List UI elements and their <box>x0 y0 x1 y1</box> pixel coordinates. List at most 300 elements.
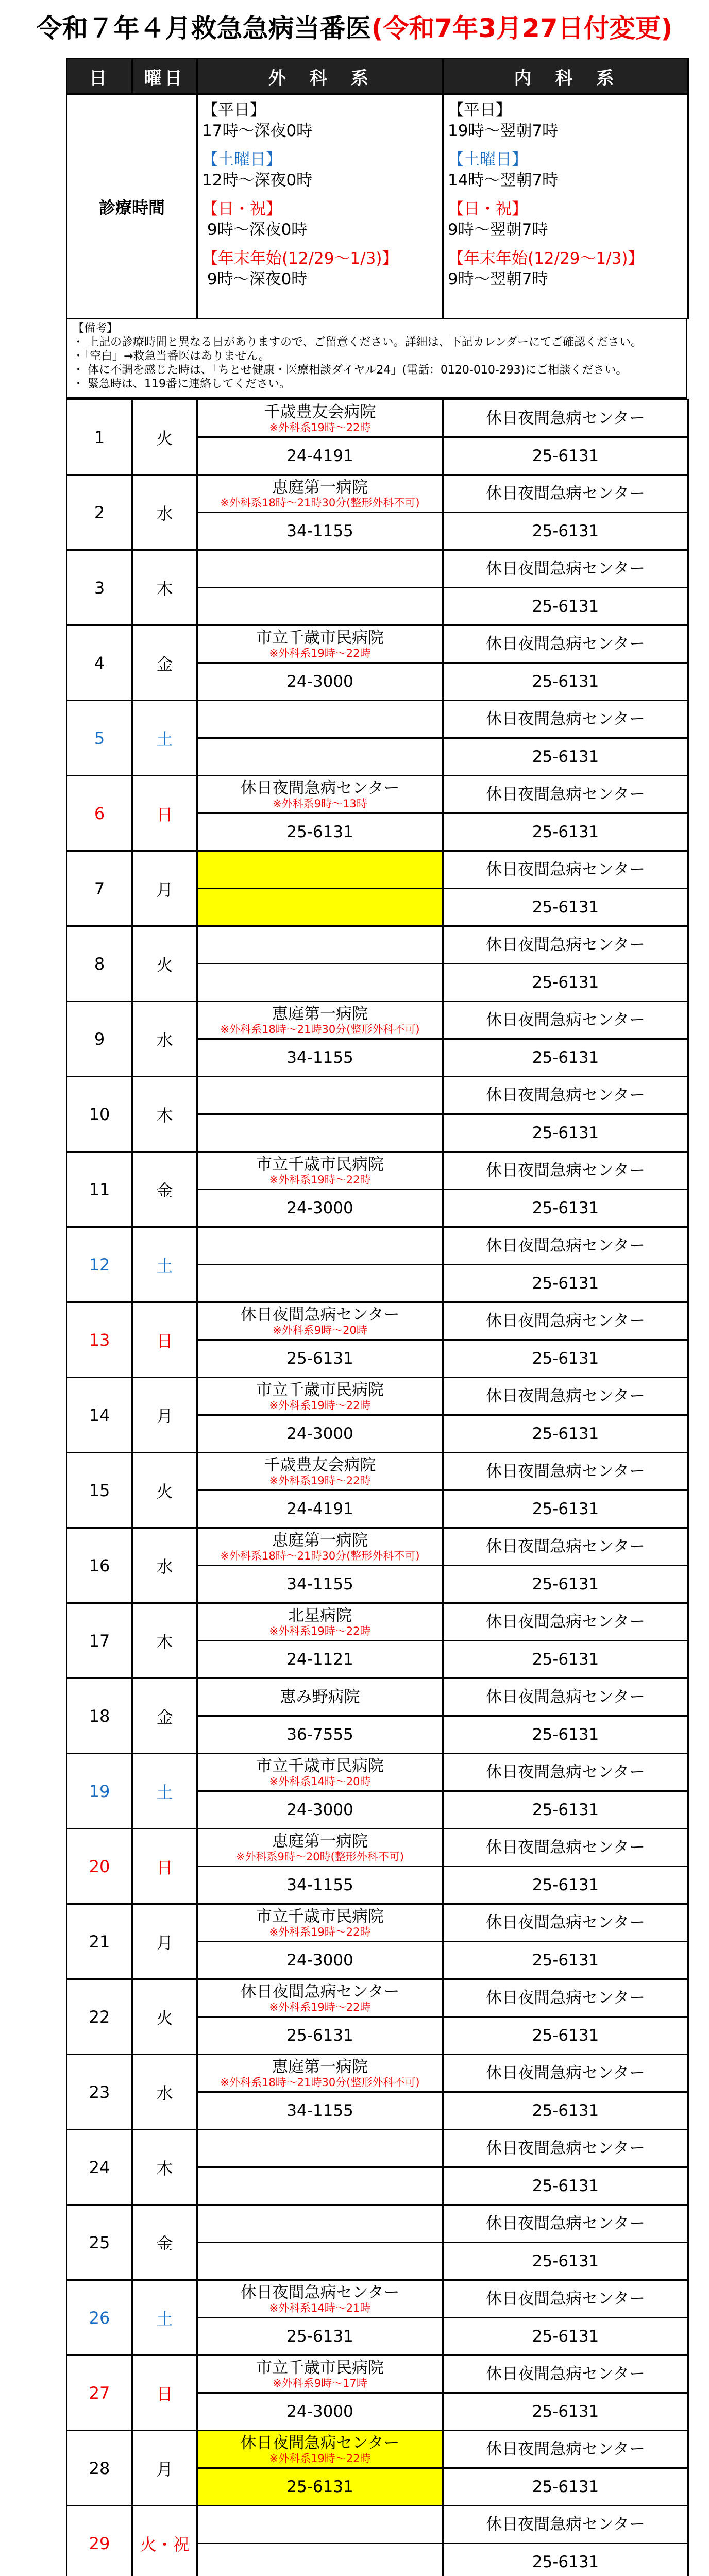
surgery-hours-note: ※外科系19時～22時 <box>269 1174 371 1186</box>
weekday: 水 <box>132 475 197 550</box>
surgery-hours-note: ※外科系19時～22時 <box>269 1399 371 1412</box>
day-number: 29 <box>67 2506 132 2576</box>
weekday: 木 <box>132 2130 197 2205</box>
surgery-hospital <box>197 1754 443 1791</box>
internal-phone: 25-6131 <box>443 814 688 851</box>
internal-phone: 25-6131 <box>443 1265 688 1302</box>
day-number: 7 <box>67 851 132 926</box>
surgery-phone <box>197 1490 443 1528</box>
surgery-hours-note: ※外科系9時～17時 <box>273 2377 367 2389</box>
surgery-hours-note: ※外科系19時～22時 <box>269 1625 371 1637</box>
surgery-hospital <box>197 1077 443 1114</box>
surgery-hospital-name: 北星病院 <box>288 1606 352 1625</box>
surgery-phone-number: 25-6131 <box>286 2327 353 2346</box>
surgery-hours-note: ※外科系18時～21時30分(整形外科不可) <box>220 1023 420 1036</box>
hours-heading: 【土曜日】 <box>202 150 282 169</box>
surgery-hours-note: ※外科系14時～21時 <box>269 2302 371 2314</box>
surgery-hours-note: ※外科系19時～22時 <box>269 647 371 659</box>
header-table <box>66 58 689 319</box>
internal-phone: 25-6131 <box>443 889 688 926</box>
surgery-phone-number: 25-6131 <box>286 823 353 841</box>
weekday: 日 <box>132 1302 197 1378</box>
surgery-phone-number: 25-6131 <box>286 2026 353 2045</box>
internal-hospital: 休日夜間急病センター <box>443 1152 688 1190</box>
internal-hospital: 休日夜間急病センター <box>443 1603 688 1641</box>
surgery-hospital <box>197 1904 443 1942</box>
surgery-hours-block <box>202 199 438 240</box>
surgery-hospital <box>197 2355 443 2393</box>
surgery-phone <box>197 889 443 926</box>
weekday: 月 <box>132 2431 197 2506</box>
hours-time: 9時～翌朝7時 <box>448 270 548 289</box>
surgery-hospital-name: 恵庭第一病院 <box>272 1832 368 1851</box>
internal-hospital: 休日夜間急病センター <box>443 1528 688 1566</box>
surgery-phone <box>197 1942 443 1979</box>
internal-hospital: 休日夜間急病センター <box>443 926 688 964</box>
hours-label: 診療時間 <box>67 94 197 319</box>
surgery-hours-note: ※外科系19時～22時 <box>269 1475 371 1487</box>
internal-phone: 25-6131 <box>443 2243 688 2280</box>
weekday: 月 <box>132 1378 197 1453</box>
internal-hospital: 休日夜間急病センター <box>443 1754 688 1791</box>
internal-phone: 25-6131 <box>443 1716 688 1754</box>
day-number: 19 <box>67 1754 132 1829</box>
table-row <box>67 776 688 814</box>
surgery-hospital-name: 千歳豊友会病院 <box>264 403 376 421</box>
surgery-phone-number: 24-3000 <box>286 1951 353 1970</box>
surgery-phone <box>197 588 443 625</box>
table-row <box>67 1378 688 1415</box>
day-number: 10 <box>67 1077 132 1152</box>
surgery-phone-number: 24-3000 <box>286 1801 353 1819</box>
surgery-hours-block <box>202 248 438 290</box>
surgery-hospital <box>197 550 443 588</box>
table-row <box>67 475 688 513</box>
internal-hospital: 休日夜間急病センター <box>443 776 688 814</box>
surgery-hospital-name: 千歳豊友会病院 <box>264 1456 376 1475</box>
weekday: 土 <box>132 1754 197 1829</box>
surgery-hospital <box>197 2506 443 2544</box>
surgery-phone <box>197 738 443 776</box>
table-row <box>67 926 688 964</box>
internal-phone: 25-6131 <box>443 1039 688 1077</box>
table-row <box>67 1754 688 1791</box>
surgery-hospital <box>197 1302 443 1340</box>
internal-hospital: 休日夜間急病センター <box>443 550 688 588</box>
day-number: 5 <box>67 701 132 776</box>
internal-hospital: 休日夜間急病センター <box>443 1077 688 1114</box>
table-row <box>67 1829 688 1867</box>
internal-phone: 25-6131 <box>443 588 688 625</box>
internal-phone: 25-6131 <box>443 2544 688 2576</box>
internal-phone: 25-6131 <box>443 1641 688 1679</box>
internal-hospital: 休日夜間急病センター <box>443 1679 688 1716</box>
internal-hours-block <box>448 248 683 290</box>
table-row <box>67 1077 688 1114</box>
surgery-hospital-name: 恵庭第一病院 <box>272 1005 368 1023</box>
surgery-hospital <box>197 1528 443 1566</box>
surgery-phone <box>197 1791 443 1829</box>
table-row <box>67 1002 688 1039</box>
surgery-hours-note: ※外科系9時～20時(整形外科不可) <box>235 1851 404 1863</box>
table-row <box>67 1528 688 1566</box>
internal-hours-block <box>448 149 683 191</box>
day-number: 26 <box>67 2280 132 2355</box>
hours-heading: 【日・祝】 <box>448 200 528 218</box>
internal-phone: 25-6131 <box>443 437 688 475</box>
surgery-phone <box>197 1415 443 1453</box>
surgery-phone <box>197 2017 443 2055</box>
surgery-hospital <box>197 926 443 964</box>
surgery-hospital <box>197 2431 443 2468</box>
internal-phone: 25-6131 <box>443 1190 688 1227</box>
surgery-hospital <box>197 475 443 513</box>
weekday: 火・祝 <box>132 2506 197 2576</box>
weekday: 水 <box>132 1002 197 1077</box>
weekday: 火 <box>132 926 197 1002</box>
surgery-phone <box>197 2318 443 2355</box>
surgery-hospital <box>197 2055 443 2092</box>
surgery-hospital-name: 恵庭第一病院 <box>272 2058 368 2076</box>
note-line: ・「空白」→救急当番医はありません。 <box>73 350 270 363</box>
internal-hours-block <box>448 100 683 141</box>
surgery-hospital <box>197 2280 443 2318</box>
surgery-phone <box>197 1641 443 1679</box>
internal-phone: 25-6131 <box>443 1340 688 1378</box>
hours-heading: 【日・祝】 <box>202 200 282 218</box>
table-row <box>67 1904 688 1942</box>
surgery-hospital-name: 市立千歳市民病院 <box>256 1381 384 1399</box>
day-number: 15 <box>67 1453 132 1528</box>
table-row <box>67 550 688 588</box>
internal-phone: 25-6131 <box>443 1566 688 1603</box>
weekday: 木 <box>132 1077 197 1152</box>
table-row <box>67 851 688 889</box>
weekday: 木 <box>132 1603 197 1679</box>
day-number: 6 <box>67 776 132 851</box>
notes-box <box>66 318 687 399</box>
surgery-phone <box>197 1114 443 1152</box>
surgery-hospital <box>197 1679 443 1716</box>
internal-phone: 25-6131 <box>443 1490 688 1528</box>
internal-phone: 25-6131 <box>443 1942 688 1979</box>
hours-time: 12時～深夜0時 <box>202 171 313 190</box>
table-row <box>67 400 688 437</box>
surgery-phone <box>197 1566 443 1603</box>
surgery-hours-note: ※外科系19時～22時 <box>269 421 371 434</box>
surgery-hospital-name: 休日夜間急病センター <box>240 2434 400 2452</box>
surgery-hospital-name: 市立千歳市民病院 <box>256 2359 384 2377</box>
surgery-phone-number: 24-3000 <box>286 2402 353 2421</box>
surgery-hospital <box>197 776 443 814</box>
col-header-surgery: 外 科 系 <box>197 59 443 94</box>
internal-hospital: 休日夜間急病センター <box>443 1979 688 2017</box>
surgery-phone-number: 24-4191 <box>286 1500 353 1518</box>
internal-hospital: 休日夜間急病センター <box>443 2280 688 2318</box>
weekday: 火 <box>132 1453 197 1528</box>
col-header-weekday: 曜日 <box>132 59 197 94</box>
surgery-hospital <box>197 701 443 738</box>
surgery-hospital <box>197 1002 443 1039</box>
table-row <box>67 2431 688 2468</box>
surgery-hospital <box>197 1603 443 1641</box>
surgery-hospital-name: 市立千歳市民病院 <box>256 1757 384 1775</box>
weekday: 土 <box>132 1227 197 1302</box>
table-row <box>67 701 688 738</box>
surgery-phone <box>197 814 443 851</box>
day-number: 8 <box>67 926 132 1002</box>
table-row <box>67 2280 688 2318</box>
internal-phone: 25-6131 <box>443 2468 688 2506</box>
surgery-hours <box>197 94 443 319</box>
day-number: 27 <box>67 2355 132 2431</box>
title-revision-note: (令和7年3月27日付変更) <box>371 13 673 43</box>
surgery-phone-number: 36-7555 <box>286 1725 353 1744</box>
surgery-phone <box>197 1716 443 1754</box>
day-number: 3 <box>67 550 132 625</box>
surgery-phone <box>197 964 443 1002</box>
surgery-phone-number: 24-3000 <box>286 1425 353 1443</box>
surgery-phone <box>197 1867 443 1904</box>
internal-phone: 25-6131 <box>443 513 688 550</box>
day-number: 24 <box>67 2130 132 2205</box>
internal-hours <box>443 94 688 319</box>
internal-hospital: 休日夜間急病センター <box>443 701 688 738</box>
surgery-phone-number: 25-6131 <box>286 2478 353 2496</box>
surgery-hours-block <box>202 149 438 191</box>
day-number: 23 <box>67 2055 132 2130</box>
internal-hospital: 休日夜間急病センター <box>443 1904 688 1942</box>
surgery-phone <box>197 437 443 475</box>
surgery-hospital-name: 休日夜間急病センター <box>240 779 400 798</box>
day-number: 22 <box>67 1979 132 2055</box>
internal-phone: 25-6131 <box>443 663 688 701</box>
surgery-phone-number: 34-1155 <box>286 1048 353 1067</box>
table-row <box>67 1603 688 1641</box>
surgery-hospital-name: 休日夜間急病センター <box>240 1306 400 1324</box>
surgery-phone-number: 24-3000 <box>286 1199 353 1217</box>
table-row <box>67 2130 688 2167</box>
internal-hours-block <box>448 199 683 240</box>
internal-hospital: 休日夜間急病センター <box>443 2055 688 2092</box>
title-main: 令和７年４月救急急病当番医 <box>36 13 372 43</box>
surgery-phone <box>197 513 443 550</box>
internal-hospital: 休日夜間急病センター <box>443 400 688 437</box>
surgery-hospital <box>197 2205 443 2243</box>
table-row <box>67 1152 688 1190</box>
internal-phone: 25-6131 <box>443 1791 688 1829</box>
day-number: 18 <box>67 1679 132 1754</box>
hours-heading: 【土曜日】 <box>448 150 528 169</box>
hours-heading: 【年末年始(12/29～1/3)】 <box>202 249 398 268</box>
weekday: 月 <box>132 1904 197 1979</box>
hours-time: 17時～深夜0時 <box>202 122 313 140</box>
internal-phone: 25-6131 <box>443 738 688 776</box>
internal-phone: 25-6131 <box>443 2017 688 2055</box>
surgery-phone-number: 24-1121 <box>286 1650 353 1669</box>
day-number: 25 <box>67 2205 132 2280</box>
weekday: 火 <box>132 400 197 475</box>
surgery-hours-note: ※外科系9時～13時 <box>273 798 367 810</box>
surgery-phone <box>197 2092 443 2130</box>
hours-heading: 【年末年始(12/29～1/3)】 <box>448 249 644 268</box>
surgery-hours-note: ※外科系9時～20時 <box>273 1324 367 1336</box>
weekday: 月 <box>132 851 197 926</box>
surgery-hospital-name: 休日夜間急病センター <box>240 1982 400 2001</box>
surgery-hospital <box>197 1829 443 1867</box>
internal-phone: 25-6131 <box>443 2318 688 2355</box>
surgery-phone-number: 34-1155 <box>286 2102 353 2120</box>
surgery-phone <box>197 2167 443 2205</box>
surgery-hospital <box>197 1152 443 1190</box>
day-number: 11 <box>67 1152 132 1227</box>
weekday: 火 <box>132 1979 197 2055</box>
surgery-hospital <box>197 1227 443 1265</box>
hours-time: 9時～深夜0時 <box>202 221 308 239</box>
table-row <box>67 2506 688 2544</box>
table-row <box>67 1979 688 2017</box>
internal-hospital: 休日夜間急病センター <box>443 2431 688 2468</box>
weekday: 日 <box>132 776 197 851</box>
internal-phone: 25-6131 <box>443 2393 688 2431</box>
weekday: 日 <box>132 2355 197 2431</box>
note-line: ・ 緊急時は、119番に連絡してください。 <box>73 378 291 391</box>
day-number: 17 <box>67 1603 132 1679</box>
table-row <box>67 1453 688 1490</box>
surgery-hours-note: ※外科系18時～21時30分(整形外科不可) <box>220 1550 420 1562</box>
day-number: 13 <box>67 1302 132 1378</box>
weekday: 水 <box>132 1528 197 1603</box>
internal-hospital: 休日夜間急病センター <box>443 2205 688 2243</box>
note-line: ・ 上記の診療時間と異なる日がありますので、ご留意ください。詳細は、下記カレンダーにてご確認ください。 <box>73 336 643 349</box>
surgery-hours-block <box>202 100 438 141</box>
internal-hospital: 休日夜間急病センター <box>443 1829 688 1867</box>
schedule-table <box>66 399 689 2576</box>
surgery-hours-note: ※外科系19時～22時 <box>269 1926 371 1938</box>
internal-hospital: 休日夜間急病センター <box>443 2506 688 2544</box>
surgery-phone <box>197 1190 443 1227</box>
surgery-hospital-name: 恵庭第一病院 <box>272 478 368 497</box>
internal-hospital: 休日夜間急病センター <box>443 1453 688 1490</box>
surgery-phone <box>197 2468 443 2506</box>
day-number: 4 <box>67 625 132 701</box>
hours-time: 19時～翌朝7時 <box>448 122 559 140</box>
day-number: 9 <box>67 1002 132 1077</box>
day-number: 21 <box>67 1904 132 1979</box>
surgery-hours-note: ※外科系18時～21時30分(整形外科不可) <box>220 497 420 509</box>
internal-hospital: 休日夜間急病センター <box>443 851 688 889</box>
surgery-hospital-name: 休日夜間急病センター <box>240 2283 400 2302</box>
surgery-phone <box>197 1265 443 1302</box>
internal-hospital: 休日夜間急病センター <box>443 1002 688 1039</box>
weekday: 木 <box>132 550 197 625</box>
table-row <box>67 1679 688 1716</box>
weekday: 金 <box>132 1152 197 1227</box>
hours-heading: 【平日】 <box>202 101 266 120</box>
surgery-hospital-name: 恵み野病院 <box>280 1688 360 1706</box>
col-header-internal: 内 科 系 <box>443 59 688 94</box>
surgery-phone-number: 24-3000 <box>286 672 353 691</box>
surgery-hours-note: ※外科系14時～20時 <box>269 1775 371 1788</box>
surgery-hospital-name: 恵庭第一病院 <box>272 1531 368 1550</box>
surgery-hospital <box>197 1453 443 1490</box>
table-row <box>67 1227 688 1265</box>
day-number: 28 <box>67 2431 132 2506</box>
weekday: 金 <box>132 1679 197 1754</box>
surgery-phone <box>197 1340 443 1378</box>
surgery-phone-number: 34-1155 <box>286 1876 353 1894</box>
surgery-hospital-name: 市立千歳市民病院 <box>256 629 384 647</box>
weekday: 日 <box>132 1829 197 1904</box>
internal-hospital: 休日夜間急病センター <box>443 1227 688 1265</box>
weekday: 金 <box>132 2205 197 2280</box>
surgery-phone <box>197 2544 443 2576</box>
internal-phone: 25-6131 <box>443 1415 688 1453</box>
hours-time: 9時～翌朝7時 <box>448 221 548 239</box>
surgery-hours-note: ※外科系19時～22時 <box>269 2452 371 2465</box>
note-line: ・ 体に不調を感じた時は、「ちとせ健康・医療相談ダイヤル24」(電話：0120-010-293)にご相談ください。 <box>73 364 628 377</box>
day-number: 12 <box>67 1227 132 1302</box>
col-header-day: 日 <box>67 59 132 94</box>
surgery-hospital-name: 市立千歳市民病院 <box>256 1155 384 1174</box>
internal-hospital: 休日夜間急病センター <box>443 1378 688 1415</box>
surgery-hours-note: ※外科系19時～22時 <box>269 2001 371 2013</box>
weekday: 水 <box>132 2055 197 2130</box>
internal-hospital: 休日夜間急病センター <box>443 2130 688 2167</box>
table-row <box>67 1302 688 1340</box>
day-number: 14 <box>67 1378 132 1453</box>
surgery-phone <box>197 2393 443 2431</box>
hours-time: 9時～深夜0時 <box>202 270 308 289</box>
day-number: 2 <box>67 475 132 550</box>
surgery-hospital <box>197 400 443 437</box>
internal-hospital: 休日夜間急病センター <box>443 475 688 513</box>
surgery-hospital-name: 市立千歳市民病院 <box>256 1907 384 1926</box>
day-number: 20 <box>67 1829 132 1904</box>
table-row <box>67 2055 688 2092</box>
internal-hospital: 休日夜間急病センター <box>443 2355 688 2393</box>
surgery-hospital <box>197 1979 443 2017</box>
table-row <box>67 2205 688 2243</box>
surgery-hospital <box>197 2130 443 2167</box>
internal-phone: 25-6131 <box>443 2167 688 2205</box>
surgery-phone-number: 25-6131 <box>286 1349 353 1368</box>
surgery-phone <box>197 2243 443 2280</box>
surgery-hospital <box>197 851 443 889</box>
hours-heading: 【平日】 <box>448 101 512 120</box>
weekday: 土 <box>132 701 197 776</box>
surgery-phone <box>197 1039 443 1077</box>
surgery-hours-note: ※外科系18時～21時30分(整形外科不可) <box>220 2076 420 2089</box>
surgery-hospital <box>197 625 443 663</box>
surgery-phone <box>197 663 443 701</box>
internal-hospital: 休日夜間急病センター <box>443 625 688 663</box>
internal-hospital: 休日夜間急病センター <box>443 1302 688 1340</box>
day-number: 1 <box>67 400 132 475</box>
page-title <box>0 0 709 57</box>
weekday: 金 <box>132 625 197 701</box>
surgery-hospital <box>197 1378 443 1415</box>
internal-phone: 25-6131 <box>443 964 688 1002</box>
internal-phone: 25-6131 <box>443 1114 688 1152</box>
surgery-phone-number: 34-1155 <box>286 522 353 540</box>
internal-phone: 25-6131 <box>443 1867 688 1904</box>
day-number: 16 <box>67 1528 132 1603</box>
table-row <box>67 2355 688 2393</box>
internal-phone: 25-6131 <box>443 2092 688 2130</box>
table-row <box>67 625 688 663</box>
note-line: 【備考】 <box>73 322 119 335</box>
